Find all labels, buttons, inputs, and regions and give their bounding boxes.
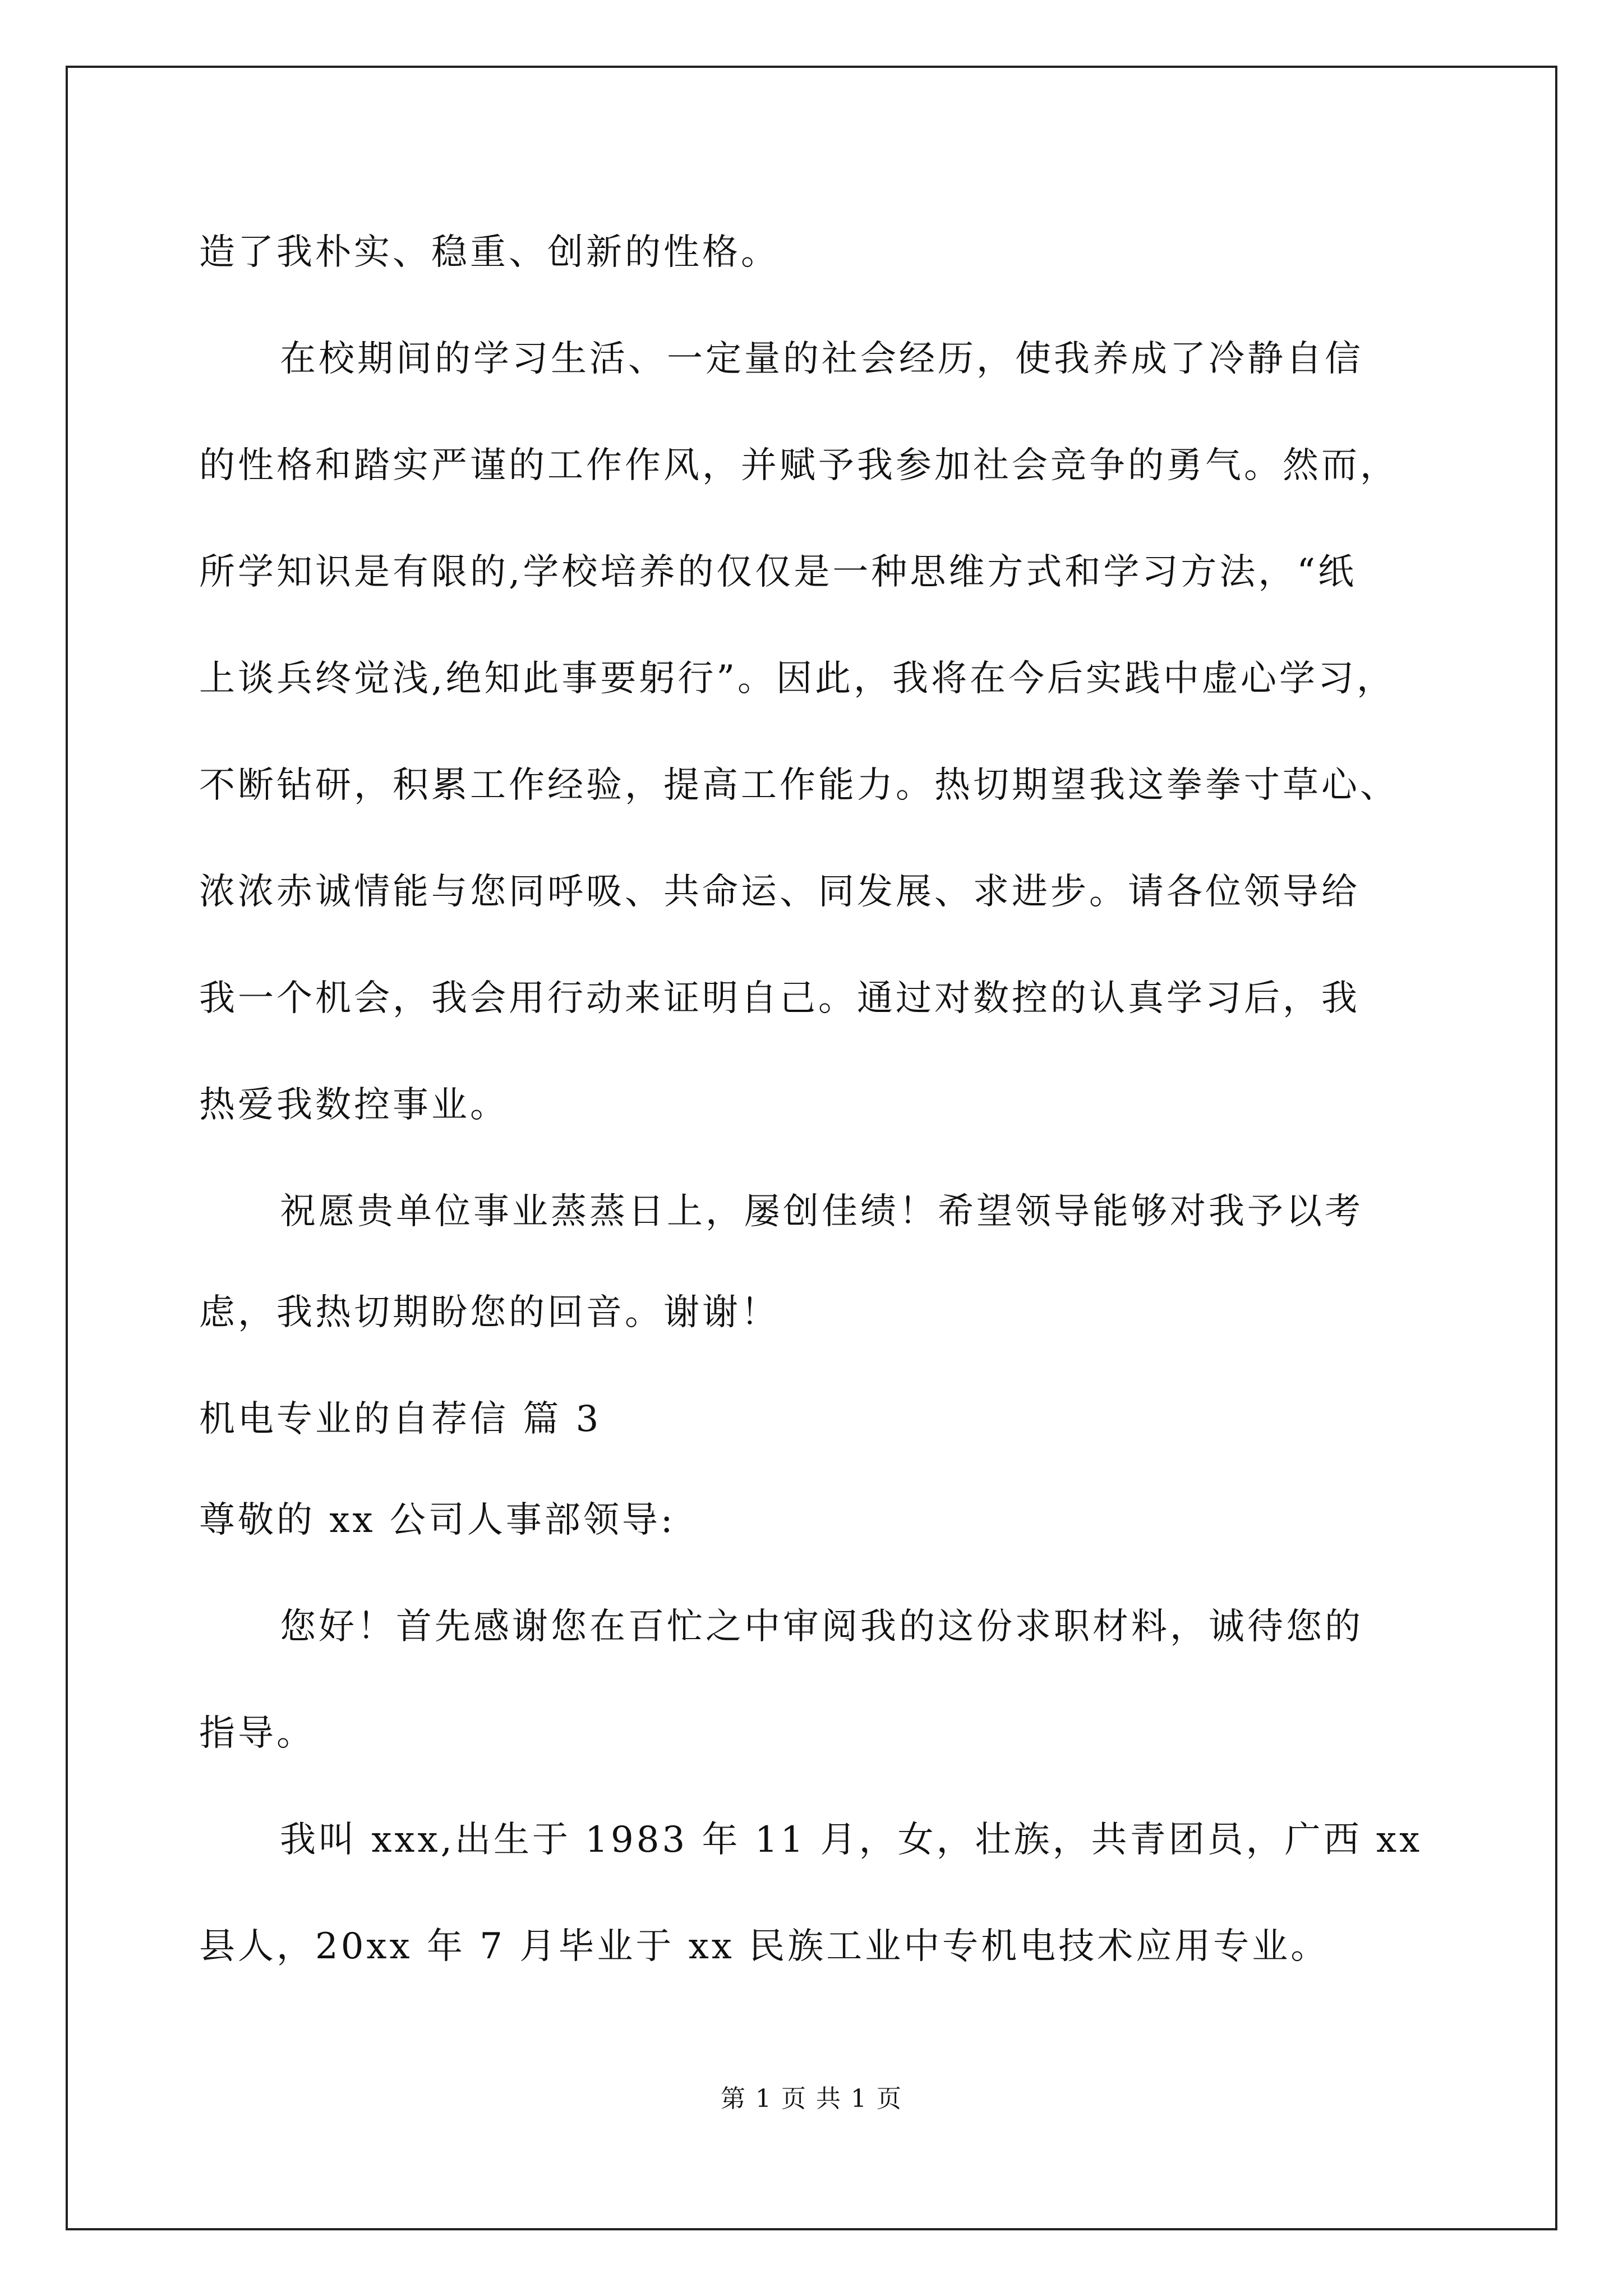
body-line: 虑，我热切期盼您的回音。谢谢！ [199, 1292, 780, 1333]
body-line: 上谈兵终觉浅,绝知此事要躬行”。因此，我将在今后实践中虚心学习， [199, 658, 1396, 700]
body-line: 祝愿贵单位事业蒸蒸日上，屡创佳绩！希望领导能够对我予以考 [280, 1191, 1363, 1232]
body-line: 所学知识是有限的,学校培养的仅仅是一种思维方式和学习方法，“纸 [199, 551, 1357, 593]
body-line: 我叫 xxx,出生于 1983 年 11 月，女，壮族，共青团员，广西 xx [280, 1819, 1423, 1861]
page-footer: 第 1 页 共 1 页 [721, 2085, 902, 2113]
body-line: 热爱我数控事业。 [199, 1084, 509, 1126]
body-line: 县人，20xx 年 7 月毕业于 xx 民族工业中专机电技术应用专业。 [199, 1926, 1330, 1967]
body-line: 在校期间的学习生活、一定量的社会经历，使我养成了冷静自信 [280, 338, 1363, 380]
section-heading: 机电专业的自荐信 篇 3 [199, 1398, 602, 1440]
body-line: 不断钻研，积累工作经验，提高工作能力。热切期望我这拳拳寸草心、 [199, 765, 1399, 806]
body-line: 造了我朴实、稳重、创新的性格。 [199, 232, 780, 273]
body-line: 指导。 [199, 1713, 315, 1754]
page-border [66, 66, 1557, 2230]
body-line: 您好！首先感谢您在百忙之中审阅我的这份求职材料，诚待您的 [280, 1606, 1363, 1648]
body-line: 我一个机会，我会用行动来证明自己。通过对数控的认真学习后，我 [199, 978, 1360, 1019]
body-line: 浓浓赤诚情能与您同呼吸、共命运、同发展、求进步。请各位领导给 [199, 871, 1360, 913]
body-line: 的性格和踏实严谨的工作作风，并赋予我参加社会竞争的勇气。然而， [199, 445, 1399, 486]
salutation: 尊敬的 xx 公司人事部领导: [199, 1499, 676, 1541]
